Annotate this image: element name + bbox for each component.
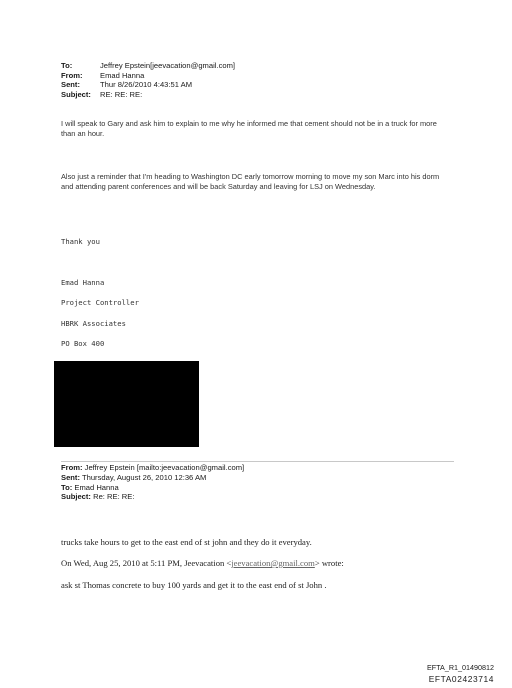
to-value: Jeffrey Epstein[jeevacation@gmail.com] [100, 61, 236, 70]
footer-id-2: EFTA02423714 [428, 674, 494, 684]
subject-value: RE: RE: RE: [100, 89, 143, 99]
from-value: Emad Hanna [100, 70, 145, 80]
quoted-sent-row [61, 473, 244, 483]
quoted-to-row [61, 483, 244, 493]
body-paragraph-2: Also just a reminder that I'm heading to Washington DC early tomorrow morning to move my son Marc into his dorm and attending parent conferences and will be back Saturday and leaving for LSJ on Wednesday. [61, 172, 440, 192]
quoted-line-2 [61, 558, 344, 568]
quoted-subject-value: Re: RE: RE: [93, 492, 135, 502]
thanks-line: Thank you [61, 237, 100, 246]
signature-name: Emad Hanna [61, 278, 105, 287]
quoted-subject-row [61, 492, 244, 502]
quoted-to-value: Emad Hanna [74, 482, 119, 492]
redaction-block [54, 361, 199, 447]
footer-id-1: EFTA_R1_01490812 [427, 663, 494, 672]
signature-address: PO Box 400 [61, 339, 105, 348]
quoted-from-value: Jeffrey Epstein [mailto:jeevacation@gmail.com] [84, 463, 245, 472]
subject-row [61, 90, 235, 100]
quote-divider [61, 461, 454, 462]
from-label: From: [61, 70, 83, 80]
to-label: To: [61, 61, 73, 70]
quoted-from-row [61, 463, 244, 473]
quoted-sent-value: Thursday, August 26, 2010 12:36 AM [81, 472, 207, 482]
quoted-to-label: To: [61, 482, 73, 492]
to-row [61, 61, 235, 71]
signature-company: HBRK Associates [61, 319, 126, 328]
sent-value: Thur 8/26/2010 4:43:51 AM [100, 80, 193, 90]
sent-row [61, 80, 235, 90]
quoted-line-2-suffix: > wrote: [314, 558, 344, 568]
quoted-line-3: ask st Thomas concrete to buy 100 yards and get it to the east end of st John . [61, 580, 327, 590]
email-link[interactable]: jeevacation@gmail.com [231, 558, 315, 568]
quoted-subject-label: Subject: [61, 492, 91, 502]
quoted-line-1: trucks take hours to get to the east end of st john and they do it everyday. [61, 537, 312, 547]
subject-label: Subject: [61, 89, 91, 99]
quoted-header [61, 463, 244, 502]
sent-label: Sent: [61, 80, 80, 90]
signature-title: Project Controller [61, 298, 139, 307]
quoted-from-label: From: [61, 463, 83, 472]
quoted-sent-label: Sent: [61, 472, 80, 482]
quoted-line-2-prefix: On Wed, Aug 25, 2010 at 5:11 PM, Jeevacation < [61, 558, 232, 568]
email-header [61, 61, 235, 99]
from-row [61, 71, 235, 81]
body-paragraph-1: I will speak to Gary and ask him to explain to me why he informed me that cement should not be in a truck for more than an hour. [61, 119, 437, 139]
